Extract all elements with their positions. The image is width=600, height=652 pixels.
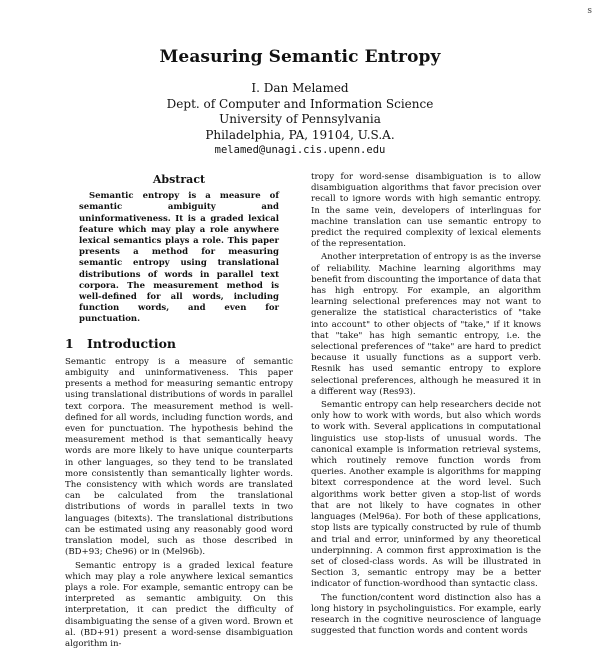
right-paragraph-3: Semantic entropy can help researchers decide not only how to work with words, but also which words to work with. Several applications in computational linguistics use stop-lists of unusual words. The canonical example is information retrieval systems, which routinely remove function words from queries. Another example is algorithms for mapping bitext correspondence at the word level. Such algorithms work better given a stop-list of words that are not likely to have cognates in other languages (Mel96a). For both of these applications, stop lists are typically constructed by rule of thumb and trial and error, uninformed by any theoretical underpinning. A common first approximation is the set of closed-class words. As will be illustrated in Section 3, semantic entropy may be a better indicator of function-wordhood than syntactic class. [311,400,542,590]
intro-paragraph-1: Semantic entropy is a measure of semantic ambiguity and uninformativeness. This paper presents a method for measuring semantic entropy using translational distributions of words in parallel text corpora. The measurement method is well-defined for all words, including function words, and even for punctuation. The hypothesis behind the measurement method is that semantically heavy words are more likely to have unique counterparts in other languages, so they tend to be translated more consistently than semantically lighter words. The consistency with which words are translated can be calculated from the translational distributions of words in parallel texts in two languages (bitexts). The translational distributions can be estimated using any reasonably good word translation model, such as those described in (BD+93; Che96) or in (Mel96b). [65,356,293,558]
section-heading-introduction [65,335,293,351]
abstract-heading: Abstract [152,173,206,186]
intro-paragraph-2: Semantic entropy is a graded lexical feature which may play a role anywhere lexical semantics plays a role. For example, semantic entropy can be interpreted as semantic ambiguity. On this interpretation, it can predict the difficulty of disambiguating the sense of a given word. Brown et al. (BD+91) present a word-sense disambiguation algorithm in- [65,560,293,649]
paper-title: Measuring Semantic Entropy [159,47,441,67]
author-name: I. Dan Melamed [251,81,349,95]
section-number: 1 [65,335,74,351]
author-university: University of Pennsylvania [219,112,381,127]
right-paragraph-2: Another interpretation of entropy is as the inverse of reliability. Machine learning algorithms may benefit from discounting the importance of data that has high entropy. For example, an algorithm learning selectional preferences may not want to generalize the statistical characteristics of "take into account" to other objects of "take," if it knows that "take" has high semantic entropy, i.e. the selectional preferences of "take" are hard to predict because it usually functions as a support verb. Resnik has used semantic entropy to explore selectional preferences, although he measured it in a different way (Res93). [311,252,541,397]
right-paragraph-1: tropy for word-sense disambiguation is to allow disambiguation algorithms that favor precision over recall to ignore words with high semantic entropy. In the same vein, developers of interlinguas for machine translation can use semantic entropy to predict the required complexity of lexical elements of the representation. [311,172,541,250]
author-block [0,81,600,159]
author-location: Philadelphia, PA, 19104, U.S.A. [205,127,395,142]
author-email: melamed@unagi.cis.upenn.edu [214,144,386,157]
section-title: Introduction [87,335,177,351]
page-mark: s [587,6,592,16]
author-dept: Dept. of Computer and Information Science [166,96,434,111]
abstract-text: Semantic entropy is a measure of semantic ambiguity and uninformativeness. It is a graded lexical feature which may play a role anywhere lexical semantics plays a role. This paper presents a method for measuring semantic entropy using translational distributions of words in parallel text corpora. The measurement method is well-defined for all words, including function words, and even for punctuation. [79,191,279,325]
right-paragraph-4: The function/content word distinction also has a long history in psycholinguistics. For example, early research in the cognitive neuroscience of language suggested that function words and content words [311,592,541,637]
left-column [65,174,293,652]
right-column [311,172,541,639]
